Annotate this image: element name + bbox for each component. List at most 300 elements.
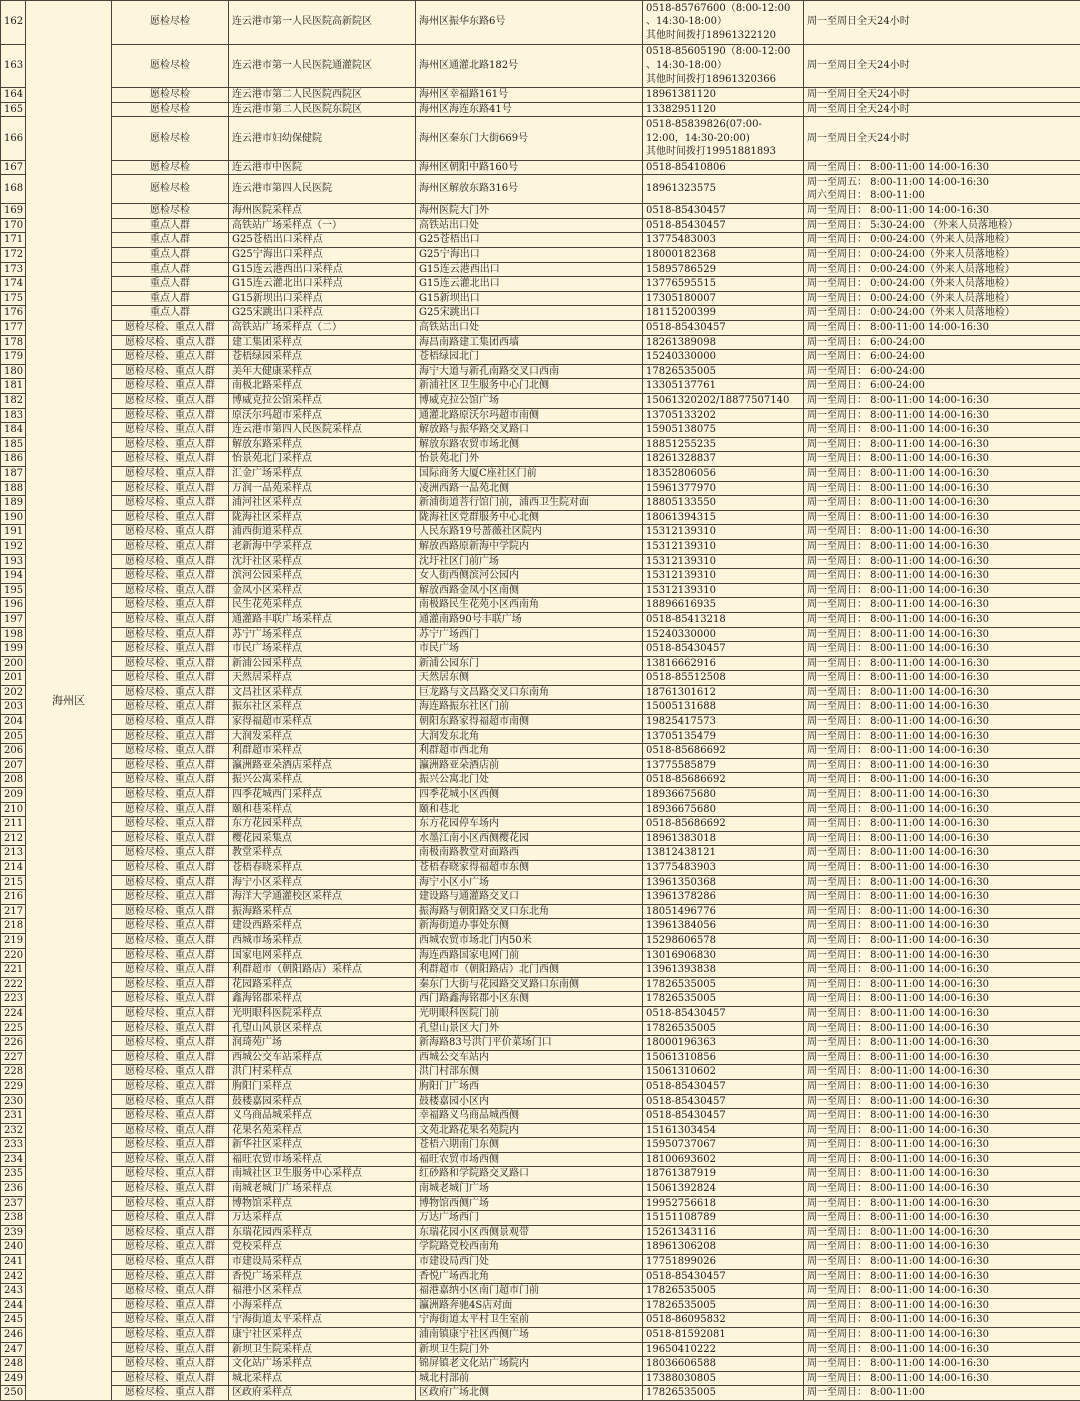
sampling-type: 愿检尽检、重点人群 [112, 1255, 229, 1270]
contact-phone: 0518-85512508 [643, 671, 804, 686]
contact-phone: 13705133202 [643, 408, 804, 423]
contact-phone: 0518-85413218 [643, 612, 804, 627]
site-name: 连云港市第二人民医院东院区 [229, 102, 416, 117]
row-number: 220 [1, 948, 26, 963]
table-row [1, 715, 1080, 730]
site-address: 苍梧春晓家得福超市东侧 [416, 861, 643, 876]
site-address: 秦东门大街与花园路交叉路口东南侧 [416, 977, 643, 992]
sampling-type: 愿检尽检、重点人群 [112, 1371, 229, 1386]
table-row [1, 1284, 1080, 1299]
contact-phone: 18352806056 [643, 466, 804, 481]
contact-phone: 13961378286 [643, 890, 804, 905]
table-row [1, 583, 1080, 598]
sampling-type: 愿检尽检 [112, 204, 229, 219]
site-name: 南极北路采样点 [229, 379, 416, 394]
row-number: 213 [1, 846, 26, 861]
contact-phone: 17388030805 [643, 1371, 804, 1386]
sampling-type: 愿检尽检 [112, 175, 229, 204]
sampling-type: 愿检尽检、重点人群 [112, 1006, 229, 1021]
site-address: 振兴公寓北门处 [416, 773, 643, 788]
row-number: 216 [1, 890, 26, 905]
site-name: 东方花园采样点 [229, 817, 416, 832]
sampling-type: 愿检尽检、重点人群 [112, 933, 229, 948]
sampling-type: 愿检尽检、重点人群 [112, 1036, 229, 1051]
table-row [1, 364, 1080, 379]
site-address: 巨龙路与文昌路交叉口东南角 [416, 685, 643, 700]
site-name: 连云港市中医院 [229, 160, 416, 175]
row-number: 205 [1, 729, 26, 744]
service-hours: 周一至周日： 8:00-11:00 14:00-16:30 [804, 1357, 1080, 1372]
row-number: 221 [1, 963, 26, 978]
table-row [1, 1, 1080, 45]
site-name: 陇海社区采样点 [229, 510, 416, 525]
table-row [1, 1211, 1080, 1226]
site-name: 原沃尔玛超市采样点 [229, 408, 416, 423]
sampling-type: 愿检尽检、重点人群 [112, 642, 229, 657]
sampling-type: 愿检尽检、重点人群 [112, 1328, 229, 1343]
sampling-type: 愿检尽检、重点人群 [112, 612, 229, 627]
row-number: 248 [1, 1357, 26, 1372]
site-address: 海连西路国家电网门前 [416, 948, 643, 963]
site-name: 西城市场采样点 [229, 933, 416, 948]
site-address: 国际商务大厦C座社区门前 [416, 466, 643, 481]
row-number: 210 [1, 802, 26, 817]
row-number: 183 [1, 408, 26, 423]
contact-phone: 13812438121 [643, 846, 804, 861]
service-hours: 周一至周日： 8:00-11:00 14:00-16:30 [804, 466, 1080, 481]
contact-phone: 15061392824 [643, 1182, 804, 1197]
contact-phone: 13775483003 [643, 233, 804, 248]
site-address: 东方花园停车场内 [416, 817, 643, 832]
site-address: 高铁站出口处 [416, 218, 643, 233]
site-name: 福旺农贸市场采样点 [229, 1152, 416, 1167]
site-name: 鑫海铭郡采样点 [229, 992, 416, 1007]
table-row [1, 802, 1080, 817]
table-row [1, 277, 1080, 292]
table-row [1, 1240, 1080, 1255]
site-address: 学院路党校西南角 [416, 1240, 643, 1255]
row-number: 201 [1, 671, 26, 686]
service-hours: 周一至周日： 8:00-11:00 14:00-16:30 [804, 1313, 1080, 1328]
row-number: 229 [1, 1079, 26, 1094]
service-hours: 周一至周日全天24小时 [804, 117, 1080, 161]
service-hours: 周一至周日全天24小时 [804, 44, 1080, 88]
service-hours: 周一至周日： 8:00-11:00 14:00-16:30 [804, 1269, 1080, 1284]
row-number: 211 [1, 817, 26, 832]
row-number: 162 [1, 1, 26, 45]
contact-phone: 0518-85430457 [643, 218, 804, 233]
site-address: 水墨江南小区西侧樱花园 [416, 831, 643, 846]
site-address: 海昌南路建工集团西墙 [416, 335, 643, 350]
table-row [1, 1371, 1080, 1386]
row-number: 249 [1, 1371, 26, 1386]
site-address: 宁海街道太平村卫生室前 [416, 1313, 643, 1328]
sampling-type: 愿检尽检、重点人群 [112, 846, 229, 861]
row-number: 180 [1, 364, 26, 379]
site-name: G25宁海出口采样点 [229, 248, 416, 263]
site-name: 西城公交车站采样点 [229, 1050, 416, 1065]
sampling-type: 愿检尽检、重点人群 [112, 569, 229, 584]
site-address: 市民广场 [416, 642, 643, 657]
site-name: 连云港市妇幼保健院 [229, 117, 416, 161]
row-number: 236 [1, 1182, 26, 1197]
table-row [1, 1094, 1080, 1109]
contact-phone: 15151108789 [643, 1211, 804, 1226]
row-number: 244 [1, 1298, 26, 1313]
table-row [1, 539, 1080, 554]
site-address: 利群超市西北角 [416, 744, 643, 759]
service-hours: 周一至周日： 8:00-11:00 14:00-16:30 [804, 861, 1080, 876]
table-row [1, 423, 1080, 438]
service-hours: 周一至周日： 8:00-11:00 14:00-16:30 [804, 788, 1080, 803]
contact-phone: 19650410222 [643, 1342, 804, 1357]
site-name: 四季花城西门采样点 [229, 788, 416, 803]
site-address: 市建设局西门处 [416, 1255, 643, 1270]
service-hours: 周一至周日： 8:00-11:00 14:00-16:30 [804, 802, 1080, 817]
sampling-type: 愿检尽检、重点人群 [112, 1138, 229, 1153]
site-name: 文化站广场采样点 [229, 1357, 416, 1372]
contact-phone: 18805133550 [643, 496, 804, 511]
table-row [1, 510, 1080, 525]
site-address: 西门路鑫海铭郡小区东侧 [416, 992, 643, 1007]
site-name: 汇金广场采样点 [229, 466, 416, 481]
table-row [1, 175, 1080, 204]
table-row [1, 642, 1080, 657]
site-name: 党校采样点 [229, 1240, 416, 1255]
site-name: 老新海中学采样点 [229, 539, 416, 554]
contact-phone: 18061394315 [643, 510, 804, 525]
site-address: 幸福路义乌商品城西侧 [416, 1109, 643, 1124]
sampling-type: 愿检尽检、重点人群 [112, 1109, 229, 1124]
site-address: 瀛洲路奔驰4S店对面 [416, 1298, 643, 1313]
site-address: 西城公交车站内 [416, 1050, 643, 1065]
site-name: 浦西街道采样点 [229, 525, 416, 540]
row-number: 171 [1, 233, 26, 248]
site-address: 城北村部前 [416, 1371, 643, 1386]
table-row [1, 861, 1080, 876]
row-number: 197 [1, 612, 26, 627]
service-hours: 周一至周日： 8:00-11:00 14:00-16:30 [804, 1284, 1080, 1299]
sampling-type: 重点人群 [112, 291, 229, 306]
site-name: 宁海街道太平采样点 [229, 1313, 416, 1328]
site-name: 金凤小区采样点 [229, 583, 416, 598]
service-hours: 周一至周日： 8:00-11:00 14:00-16:30 [804, 963, 1080, 978]
site-address: 海州区朝阳中路160号 [416, 160, 643, 175]
contact-phone: 15161303454 [643, 1123, 804, 1138]
row-number: 167 [1, 160, 26, 175]
table-row [1, 846, 1080, 861]
service-hours: 周一至周日： 8:00-11:00 14:00-16:30 [804, 1109, 1080, 1124]
table-row [1, 729, 1080, 744]
site-address: 颐和巷北 [416, 802, 643, 817]
row-number: 173 [1, 262, 26, 277]
site-name: G25宋跳出口采样点 [229, 306, 416, 321]
contact-phone: 17826535005 [643, 1021, 804, 1036]
sampling-type: 愿检尽检、重点人群 [112, 1196, 229, 1211]
site-address: 海州区秦东门大街669号 [416, 117, 643, 161]
contact-phone: 0518-85430457 [643, 1269, 804, 1284]
sampling-type: 重点人群 [112, 233, 229, 248]
contact-phone: 0518-86095832 [643, 1313, 804, 1328]
service-hours: 周一至周日： 8:00-11:00 14:00-16:30 [804, 554, 1080, 569]
table-row [1, 773, 1080, 788]
sampling-type: 愿检尽检、重点人群 [112, 1269, 229, 1284]
site-address: 苏宁广场西门 [416, 627, 643, 642]
site-address: 洪门村部东侧 [416, 1065, 643, 1080]
site-address: 海宁小区小广场 [416, 875, 643, 890]
site-address: 天然居东侧 [416, 671, 643, 686]
site-name: 连云港市第四人民医院采样点 [229, 423, 416, 438]
contact-phone: 17826535005 [643, 1284, 804, 1299]
service-hours: 周一至周日： 8:00-11:00 14:00-16:30 [804, 656, 1080, 671]
sampling-type: 愿检尽检、重点人群 [112, 335, 229, 350]
contact-phone: 18100693602 [643, 1152, 804, 1167]
site-address: 福旺农贸市场西侧 [416, 1152, 643, 1167]
site-address: 朝阳东路家得福超市南侧 [416, 715, 643, 730]
sampling-type: 愿检尽检、重点人群 [112, 1065, 229, 1080]
site-address: 新浦公园东门 [416, 656, 643, 671]
site-address: 红砂路和学院路交叉路口 [416, 1167, 643, 1182]
sampling-type: 愿检尽检、重点人群 [112, 671, 229, 686]
row-number: 230 [1, 1094, 26, 1109]
site-address: 人民东路19号蔷薇社区院内 [416, 525, 643, 540]
sampling-type: 愿检尽检、重点人群 [112, 758, 229, 773]
sampling-type: 愿检尽检、重点人群 [112, 963, 229, 978]
contact-phone: 15061320202/18877507140 [643, 394, 804, 409]
site-name: 海洋大学通灌校区采样点 [229, 890, 416, 905]
row-number: 170 [1, 218, 26, 233]
row-number: 169 [1, 204, 26, 219]
site-address: 万达广场西门 [416, 1211, 643, 1226]
sampling-type: 愿检尽检、重点人群 [112, 817, 229, 832]
contact-phone: 13961350368 [643, 875, 804, 890]
sampling-type: 愿检尽检、重点人群 [112, 890, 229, 905]
site-address: 南极南路教堂对面路西 [416, 846, 643, 861]
table-row [1, 1050, 1080, 1065]
sampling-type: 愿检尽检、重点人群 [112, 831, 229, 846]
table-row [1, 44, 1080, 88]
site-name: 海州医院采样点 [229, 204, 416, 219]
sampling-type: 愿检尽检、重点人群 [112, 481, 229, 496]
table-row [1, 612, 1080, 627]
contact-phone: 13961384056 [643, 919, 804, 934]
district-cell: 海州区 [26, 1, 112, 1401]
table-row [1, 408, 1080, 423]
site-name: 苍梧春晓采样点 [229, 861, 416, 876]
site-name: 沈圩社区采样点 [229, 554, 416, 569]
site-name: 新华社区采样点 [229, 1138, 416, 1153]
sampling-type: 愿检尽检、重点人群 [112, 1050, 229, 1065]
row-number: 225 [1, 1021, 26, 1036]
sampling-type: 愿检尽检、重点人群 [112, 525, 229, 540]
site-name: G25苍梧出口采样点 [229, 233, 416, 248]
service-hours: 周一至周日： 8:00-11:00 14:00-16:30 [804, 627, 1080, 642]
service-hours: 周一至周日： 8:00-11:00 14:00-16:30 [804, 525, 1080, 540]
table-row [1, 744, 1080, 759]
site-address: 海连路振东社区门前 [416, 700, 643, 715]
row-number: 199 [1, 642, 26, 657]
row-number: 206 [1, 744, 26, 759]
table-row [1, 875, 1080, 890]
service-hours: 周一至周日： 8:00-11:00 14:00-16:30 [804, 1094, 1080, 1109]
contact-phone: 17826535005 [643, 992, 804, 1007]
site-address: 通灌北路原沃尔玛超市南侧 [416, 408, 643, 423]
contact-phone: 18961383018 [643, 831, 804, 846]
row-number: 177 [1, 321, 26, 336]
site-address: 苍梧六期南门东侧 [416, 1138, 643, 1153]
row-number: 204 [1, 715, 26, 730]
contact-phone: 18761387919 [643, 1167, 804, 1182]
row-number: 239 [1, 1225, 26, 1240]
service-hours: 周一至周日： 8:00-11:00 14:00-16:30 [804, 1240, 1080, 1255]
sampling-type: 愿检尽检、重点人群 [112, 1021, 229, 1036]
sampling-type: 重点人群 [112, 262, 229, 277]
sampling-type: 愿检尽检、重点人群 [112, 1079, 229, 1094]
row-number: 227 [1, 1050, 26, 1065]
contact-phone: 18051496776 [643, 904, 804, 919]
site-name: 苍梧绿园采样点 [229, 350, 416, 365]
contact-phone: 19952756618 [643, 1196, 804, 1211]
contact-phone: 13775585879 [643, 758, 804, 773]
site-address: 瀛洲路亚朵酒店前 [416, 758, 643, 773]
table-row [1, 466, 1080, 481]
row-number: 219 [1, 933, 26, 948]
site-name: 振兴公寓采样点 [229, 773, 416, 788]
service-hours: 周一至周日： 8:00-11:00 14:00-16:30 [804, 773, 1080, 788]
contact-phone: 15905138075 [643, 423, 804, 438]
service-hours: 周一至周日： 8:00-11:00 14:00-16:30 [804, 904, 1080, 919]
service-hours: 周一至周日： 8:00-11:00 14:00-16:30 [804, 496, 1080, 511]
sampling-type: 愿检尽检、重点人群 [112, 875, 229, 890]
site-name: 滨河公园采样点 [229, 569, 416, 584]
row-number: 189 [1, 496, 26, 511]
site-name: 樱花园采集点 [229, 831, 416, 846]
contact-phone: 15005131688 [643, 700, 804, 715]
sampling-type: 愿检尽检、重点人群 [112, 1298, 229, 1313]
site-address: G15新坝出口 [416, 291, 643, 306]
site-name: 大润发采样点 [229, 729, 416, 744]
site-address: 光明眼科医院门前 [416, 1006, 643, 1021]
site-name: 民生花苑采样点 [229, 598, 416, 613]
sampling-type: 愿检尽检、重点人群 [112, 1342, 229, 1357]
site-address: 浦南镇康宁社区西侧广场 [416, 1328, 643, 1343]
site-address: 新浦街道菩行馆门前，浦西卫生院对面 [416, 496, 643, 511]
service-hours: 周一至周日： 8:00-11:00 14:00-16:30 [804, 715, 1080, 730]
table-row [1, 1182, 1080, 1197]
sampling-type: 愿检尽检 [112, 88, 229, 103]
contact-phone: 0518-85430457 [643, 1109, 804, 1124]
site-name: 康宁社区采样点 [229, 1328, 416, 1343]
contact-phone: 15240330000 [643, 350, 804, 365]
service-hours: 周一至周日： 8:00-11:00 14:00-16:30 [804, 452, 1080, 467]
row-number: 214 [1, 861, 26, 876]
row-number: 250 [1, 1386, 26, 1401]
site-address: 怡景苑北门外 [416, 452, 643, 467]
sampling-type: 愿检尽检、重点人群 [112, 919, 229, 934]
service-hours: 周一至周日： 8:00-11:00 14:00-16:30 [804, 1006, 1080, 1021]
site-name: 润琦苑广场 [229, 1036, 416, 1051]
site-name: G15连云灌北出口采样点 [229, 277, 416, 292]
table-row [1, 963, 1080, 978]
table-row [1, 1255, 1080, 1270]
service-hours: 周一至周日： 8:00-11:00 14:00-16:30 [804, 744, 1080, 759]
service-hours: 周一至周日： 8:00-11:00 14:00-16:30 [804, 423, 1080, 438]
site-address: 海州医院大门外 [416, 204, 643, 219]
contact-phone: 13705135479 [643, 729, 804, 744]
table-row [1, 598, 1080, 613]
contact-phone: 0518-81592081 [643, 1328, 804, 1343]
sampling-type: 愿检尽检、重点人群 [112, 1240, 229, 1255]
table-row [1, 700, 1080, 715]
sampling-type: 愿检尽检、重点人群 [112, 656, 229, 671]
sampling-type: 愿检尽检、重点人群 [112, 437, 229, 452]
row-number: 231 [1, 1109, 26, 1124]
service-hours: 周一至周日： 6:00-24:00 [804, 364, 1080, 379]
row-number: 195 [1, 583, 26, 598]
sampling-type: 愿检尽检、重点人群 [112, 904, 229, 919]
sampling-type: 愿检尽检 [112, 160, 229, 175]
table-row [1, 627, 1080, 642]
contact-phone: 0518-85767600（8:00-12:00 、14:30-18:00） 其他时间拨打18961322120 [643, 1, 804, 45]
row-number: 178 [1, 335, 26, 350]
contact-phone: 18936675680 [643, 802, 804, 817]
site-name: 市民广场采样点 [229, 642, 416, 657]
site-address: 女人街西侧滨河公园内 [416, 569, 643, 584]
row-number: 194 [1, 569, 26, 584]
contact-phone: 18896616935 [643, 598, 804, 613]
row-number: 185 [1, 437, 26, 452]
site-name: 洪门村采样点 [229, 1065, 416, 1080]
contact-phone: 18115200399 [643, 306, 804, 321]
site-address: 新浦社区卫生服务中心门北侧 [416, 379, 643, 394]
site-name: 连云港市第四人民医院 [229, 175, 416, 204]
site-address: 西城农贸市场北门内50米 [416, 933, 643, 948]
service-hours: 周一至周日： 8:00-11:00 14:00-16:30 [804, 1138, 1080, 1153]
sampling-type: 愿检尽检、重点人群 [112, 1225, 229, 1240]
site-name: 连云港市第二人民医院西院区 [229, 88, 416, 103]
site-address: 高铁站出口处 [416, 321, 643, 336]
service-hours: 周一至周日： 8:00-11:00 14:00-16:30 [804, 831, 1080, 846]
contact-phone: 15061310856 [643, 1050, 804, 1065]
service-hours: 周一至周日： 8:00-11:00 14:00-16:30 [804, 408, 1080, 423]
row-number: 208 [1, 773, 26, 788]
site-address: 南城老城门广场 [416, 1182, 643, 1197]
contact-phone: 15895786529 [643, 262, 804, 277]
site-name: 香悦广场采样点 [229, 1269, 416, 1284]
site-name: 通灌路丰联广场采样点 [229, 612, 416, 627]
row-number: 176 [1, 306, 26, 321]
service-hours: 周一至周日： 8:00-11:00 14:00-16:30 [804, 1371, 1080, 1386]
service-hours: 周一至周日： 8:00-11:00 14:00-16:30 [804, 1182, 1080, 1197]
site-name: 朐阳门采样点 [229, 1079, 416, 1094]
site-name: 浦河社区采样点 [229, 496, 416, 511]
table-row [1, 758, 1080, 773]
contact-phone: 18961323575 [643, 175, 804, 204]
service-hours: 周一至周日： 8:00-11:00 14:00-16:30 [804, 539, 1080, 554]
table-row [1, 1225, 1080, 1240]
contact-phone: 15312139310 [643, 569, 804, 584]
sampling-type: 愿检尽检、重点人群 [112, 598, 229, 613]
table-row [1, 1313, 1080, 1328]
service-hours: 周一至周日： 8:00-11:00 14:00-16:30 [804, 846, 1080, 861]
row-number: 163 [1, 44, 26, 88]
row-number: 175 [1, 291, 26, 306]
table-row [1, 656, 1080, 671]
sampling-type: 愿检尽检 [112, 102, 229, 117]
site-address: 建设路与通灌路交叉口 [416, 890, 643, 905]
contact-phone: 18036606588 [643, 1357, 804, 1372]
table-row [1, 1269, 1080, 1284]
